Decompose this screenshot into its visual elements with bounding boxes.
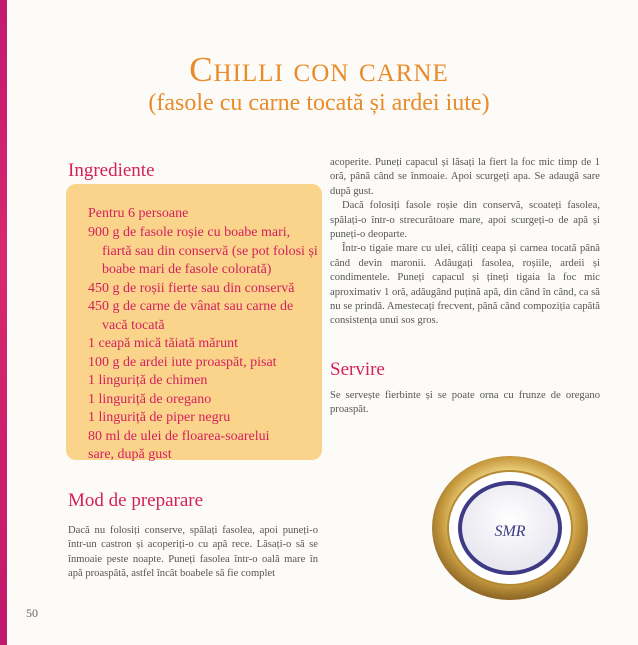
decorative-plate bbox=[430, 452, 590, 602]
preparation-text-right bbox=[330, 156, 600, 329]
ingredient-item: 80 ml de ulei de floarea-soarelui bbox=[88, 428, 270, 444]
plate-monogram: SMR bbox=[494, 523, 526, 540]
preparation-paragraph: Dacă nu folosiți conserve, spălați fasolea, apoi puneți-o într-un castron și acoperiți-o cu apă rece. Lăsați-o să se înmoaie peste noapte. Puneți fasolea într-o oală mare în apă proaspătă, astfel încât boabele să fie complet bbox=[68, 525, 318, 580]
ingredient-item: 1 linguriță de chimen bbox=[88, 373, 208, 388]
ingredient-item: 450 g de roșii fierte sau din conservă bbox=[88, 280, 295, 296]
recipe-title: Chilli con carne bbox=[189, 50, 449, 89]
preparation-paragraph: Într-o tigaie mare cu ulei, căliți ceapa și carnea tocată până când devin maronii. Adăugați fasolea, roșiile, ardeii și condimentele. Puneți capacul și țineți tigaia la foc mic aproximativ 1 oră, adăugând puțină apă, din când în când, ca să nu se prindă. Amestecați frecvent, până când compoziția capătă consistența unui sos gros. bbox=[330, 243, 600, 327]
serving-heading: Servire bbox=[330, 359, 385, 380]
ingredients-heading: Ingrediente bbox=[68, 160, 155, 181]
ingredient-item: 1 linguriță de piper negru bbox=[88, 410, 231, 425]
ingredients-list bbox=[88, 224, 318, 465]
preparation-text-left bbox=[68, 524, 318, 582]
ingredient-item: 100 g de ardei iute proaspăt, pisat bbox=[88, 354, 277, 370]
ingredient-item: sare, după gust bbox=[88, 447, 172, 462]
servings-label: Pentru 6 persoane bbox=[88, 206, 189, 221]
serving-paragraph: Se servește fierbinte și se poate orna cu frunze de oregano proaspăt. bbox=[330, 390, 600, 416]
ingredient-item: 900 g de fasole roșie cu boabe mari, fiartă sau din conservă (se pot folosi și boabe mari de fasole colorată) bbox=[88, 225, 318, 277]
ingredient-item: 450 g de carne de vânat sau carne de vacă tocată bbox=[88, 299, 294, 333]
ingredient-item: 1 ceapă mică tăiată mărunt bbox=[88, 336, 239, 351]
page-number: 50 bbox=[26, 606, 38, 620]
ingredient-item: 1 linguriță de oregano bbox=[88, 391, 212, 407]
preparation-paragraph: acoperite. Puneți capacul și lăsați la fiert la foc mic timp de 1 oră, până când se înmoaie. Apoi scurgeți apa. Se adaugă sare după gust. bbox=[330, 157, 600, 197]
serving-text bbox=[330, 389, 600, 418]
preparation-paragraph: Dacă folosiți fasole roșie din conservă, scoateți fasolea, spălați-o într-o strecurătoare mare, apoi scurgeți-o de apă și puneți-o deoparte. bbox=[330, 200, 600, 241]
recipe-subtitle: (fasole cu carne tocată și ardei iute) bbox=[148, 90, 490, 116]
preparation-heading: Mod de preparare bbox=[68, 490, 204, 511]
